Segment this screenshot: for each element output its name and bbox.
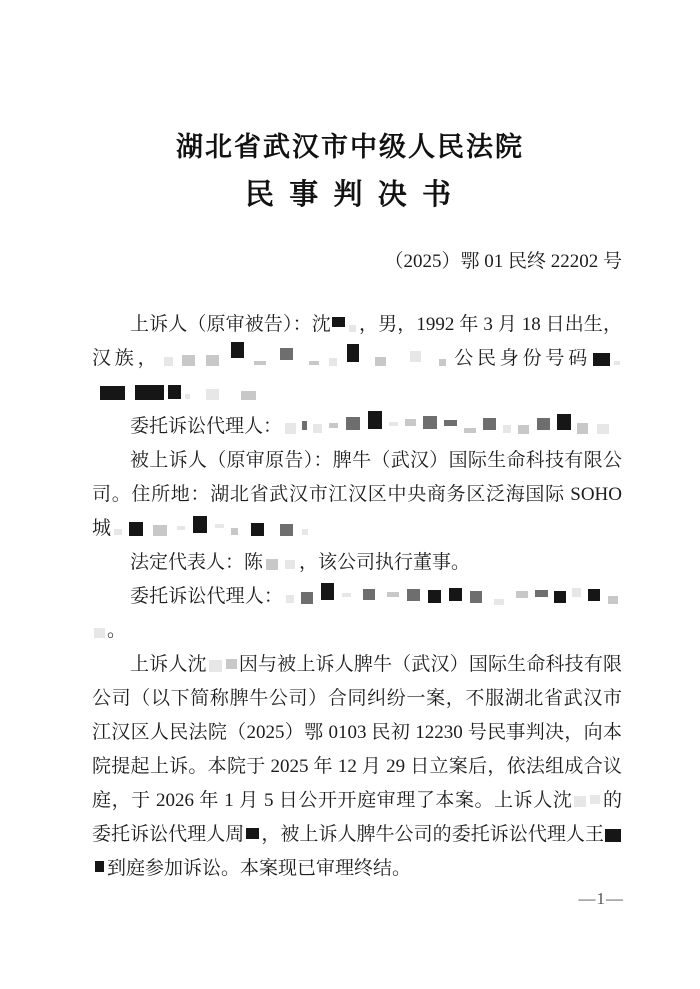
paragraph-case-summary bbox=[92, 648, 622, 886]
redaction-block bbox=[185, 394, 190, 399]
redaction-block bbox=[280, 524, 293, 536]
redaction-block bbox=[129, 522, 143, 536]
redaction-block bbox=[153, 525, 167, 536]
judgment-body bbox=[92, 308, 622, 886]
redaction-block bbox=[206, 355, 219, 366]
redaction-block bbox=[449, 588, 462, 601]
redaction-block bbox=[593, 353, 610, 366]
redaction-block bbox=[329, 423, 338, 428]
redaction-block bbox=[215, 524, 224, 528]
redaction-block bbox=[342, 593, 351, 597]
agent-text: 。 bbox=[107, 620, 127, 641]
summary-text: ，被上诉人脾牛公司的委托诉讼代理人王 bbox=[261, 824, 604, 845]
summary-text: 的委托诉讼代理人周 bbox=[92, 790, 622, 845]
summary-text: 因与被上诉人脾牛（武汉）国际生命科技有限公司（以下简称脾牛公司）合同纠纷一案，不服湖北省武汉市江汉区人民法院（2025）鄂 0103 民初 12230 号民事判决，向本院提起上诉。本院于 2025 年 12 月 29 日立案后，依法组成合议庭，于 2026 年 1 月 5 日公开开庭审理了本案。上诉人沈 bbox=[92, 654, 622, 811]
redaction-block bbox=[164, 357, 173, 366]
redaction-block bbox=[483, 418, 496, 430]
redaction-block bbox=[363, 589, 375, 600]
redaction-block bbox=[577, 423, 588, 434]
appellant-text: 公民身份号码 bbox=[450, 348, 591, 369]
redaction-block bbox=[428, 590, 441, 603]
appellant-text: 上诉人（原审被告）：沈 bbox=[130, 314, 331, 335]
redaction-block bbox=[285, 423, 296, 434]
redaction-block bbox=[246, 828, 259, 839]
redaction-block bbox=[100, 386, 125, 400]
redaction-block bbox=[605, 829, 621, 842]
redaction-block bbox=[168, 385, 181, 399]
redaction-block bbox=[494, 599, 504, 605]
redaction-block bbox=[286, 595, 294, 603]
paragraph-appellant-agent bbox=[92, 410, 622, 444]
redaction-block bbox=[254, 361, 266, 365]
redaction-block bbox=[349, 325, 356, 332]
redaction-block bbox=[518, 425, 529, 434]
case-number: （2025）鄂 01 民终 22202 号 bbox=[384, 251, 622, 272]
redaction-block bbox=[557, 414, 571, 430]
redaction-block bbox=[285, 560, 295, 569]
paragraph-legal-representative bbox=[92, 546, 622, 580]
redaction-block bbox=[332, 317, 345, 327]
redaction-block bbox=[503, 425, 511, 433]
redaction-block bbox=[206, 389, 219, 400]
redaction-block bbox=[241, 391, 256, 400]
redaction-block bbox=[590, 795, 600, 804]
redaction-block bbox=[280, 348, 293, 360]
redaction-block bbox=[313, 424, 322, 433]
redaction-block bbox=[302, 529, 308, 535]
redaction-block bbox=[231, 342, 244, 358]
redaction-block bbox=[94, 628, 105, 638]
redaction-block bbox=[537, 418, 550, 430]
redaction-block bbox=[329, 358, 337, 366]
appellant-text: ，男，1992 年 3 月 18 日出生，汉族， bbox=[92, 314, 622, 369]
redaction-block bbox=[193, 516, 207, 533]
paragraph-appellant bbox=[92, 308, 622, 410]
redaction-block bbox=[608, 596, 618, 604]
redaction-block bbox=[387, 592, 399, 597]
redaction-block bbox=[535, 590, 548, 597]
redaction-block bbox=[226, 659, 237, 669]
document-type-title: 民 事 判 决 书 bbox=[244, 179, 455, 211]
paragraph-appellee bbox=[92, 444, 622, 546]
redaction-block bbox=[114, 529, 122, 535]
redaction-block bbox=[347, 344, 359, 362]
summary-text: 上诉人沈 bbox=[130, 654, 207, 675]
redaction-block bbox=[231, 528, 238, 535]
redaction-block bbox=[251, 523, 264, 536]
redaction-block bbox=[423, 416, 437, 429]
redaction-block bbox=[368, 411, 382, 429]
redaction-block bbox=[346, 417, 360, 430]
redaction-block bbox=[574, 796, 586, 807]
redaction-block bbox=[209, 660, 222, 672]
redaction-block bbox=[301, 592, 313, 604]
redaction-block bbox=[588, 589, 600, 601]
redaction-block bbox=[309, 361, 319, 365]
redaction-block bbox=[405, 419, 416, 426]
redaction-block bbox=[470, 591, 482, 603]
redaction-block bbox=[554, 591, 566, 603]
redaction-block bbox=[266, 559, 278, 570]
redaction-block bbox=[614, 361, 620, 365]
summary-text: 到庭参加诉讼。本案现已审理终结。 bbox=[107, 858, 412, 879]
court-name: 湖北省武汉市中级人民法院 bbox=[176, 132, 524, 162]
redaction-block bbox=[597, 424, 609, 434]
legal-rep-text: 法定代表人：陈 bbox=[130, 552, 264, 573]
redaction-block bbox=[389, 422, 398, 426]
redaction-block bbox=[321, 583, 334, 600]
appellee-text: 被上诉人（原审原告）：脾牛（武汉）国际生命科技有限公司。住所地：湖北省武汉市江汉区中央商务区泛海国际 SOHO 城 bbox=[92, 450, 622, 539]
redaction-block bbox=[410, 351, 421, 362]
page-number: —1— bbox=[578, 889, 624, 908]
redaction-block bbox=[572, 588, 581, 597]
redaction-block bbox=[302, 421, 307, 430]
paragraph-appellee-agent bbox=[92, 580, 622, 648]
redaction-block bbox=[444, 420, 457, 426]
redaction-block bbox=[95, 861, 104, 872]
redaction-block bbox=[177, 526, 185, 530]
redaction-block bbox=[182, 355, 195, 366]
redaction-block bbox=[464, 428, 476, 433]
redaction-block bbox=[439, 359, 446, 366]
agent-label: 委托诉讼代理人： bbox=[130, 586, 283, 607]
legal-rep-text: ，该公司执行董事。 bbox=[299, 552, 471, 573]
redaction-block bbox=[375, 357, 386, 366]
redaction-block bbox=[135, 385, 164, 400]
redaction-block bbox=[516, 591, 528, 598]
agent-label: 委托诉讼代理人： bbox=[130, 416, 283, 437]
redaction-block bbox=[407, 589, 420, 601]
